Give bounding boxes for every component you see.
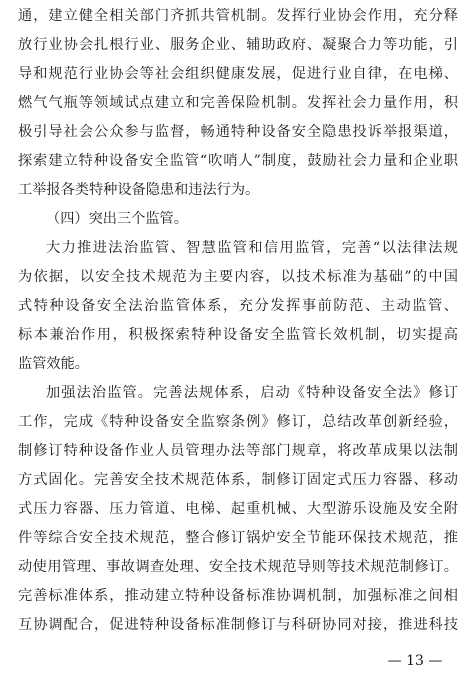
- page-number: — 13 —: [387, 653, 443, 669]
- body-text-line: 互协调配合，促进特种设备标准制修订与科研协同对接，推进科技: [18, 617, 458, 633]
- body-text-line: 极引导社会公众参与监督，畅通特种设备安全隐患投诉举报渠道，: [18, 124, 458, 140]
- body-text-line: 制修订特种设备作业人员管理办法等部门规章，将改革成果以法制: [18, 443, 458, 459]
- body-text-line: 标本兼治作用，积极探索特种设备安全监管长效机制，切实提高: [18, 327, 458, 343]
- body-text-line: 监管效能。: [18, 356, 89, 372]
- body-text-line: 工作，完成《特种设备安全监察条例》修订，总结改革创新经验，: [18, 414, 458, 430]
- body-text-line: 通，建立健全相关部门齐抓共管机制。发挥行业协会作用，充分释: [18, 8, 458, 24]
- body-text-line: 工举报各类特种设备隐患和违法行为。: [18, 182, 260, 198]
- body-text-line: 动使用管理、事故调查处理、安全技术规范导则等技术规范制修订。: [18, 559, 458, 575]
- body-text-line: 加强法治监管。完善法规体系，启动《特种设备安全法》修订: [46, 385, 458, 401]
- body-text-line: 放行业协会扎根行业、服务企业、辅助政府、凝聚合力等功能，引: [18, 37, 458, 53]
- body-text-line: 完善标准体系，推动建立特种设备标准协调机制，加强标准之间相: [18, 588, 458, 604]
- body-text-line: 式特种设备安全法治监管体系，充分发挥事前防范、主动监管、: [18, 298, 458, 314]
- body-text-line: 方式固化。完善安全技术规范体系，制修订固定式压力容器、移动: [18, 472, 458, 488]
- body-text-line: 件等综合安全技术规范，整合修订锅炉安全节能环保技术规范，推: [18, 530, 458, 546]
- body-text-line: 式压力容器、压力管道、电梯、起重机械、大型游乐设施及安全附: [18, 501, 458, 517]
- body-text-line: 导和规范行业协会等社会组织健康发展，促进行业自律，在电梯、: [18, 66, 458, 82]
- body-text-line: 探索建立特种设备安全监管“吹哨人”制度，鼓励社会力量和企业职: [18, 153, 458, 169]
- body-text-line: 为依据，以安全技术规范为主要内容，以技术标准为基础”的中国: [18, 269, 458, 285]
- body-text-line: 大力推进法治监管、智慧监管和信用监管，完善“以法律法规: [46, 240, 458, 256]
- section-heading: （四）突出三个监管。: [46, 211, 188, 227]
- body-text-line: 燃气气瓶等领域试点建立和完善保险机制。发挥社会力量作用，积: [18, 95, 458, 111]
